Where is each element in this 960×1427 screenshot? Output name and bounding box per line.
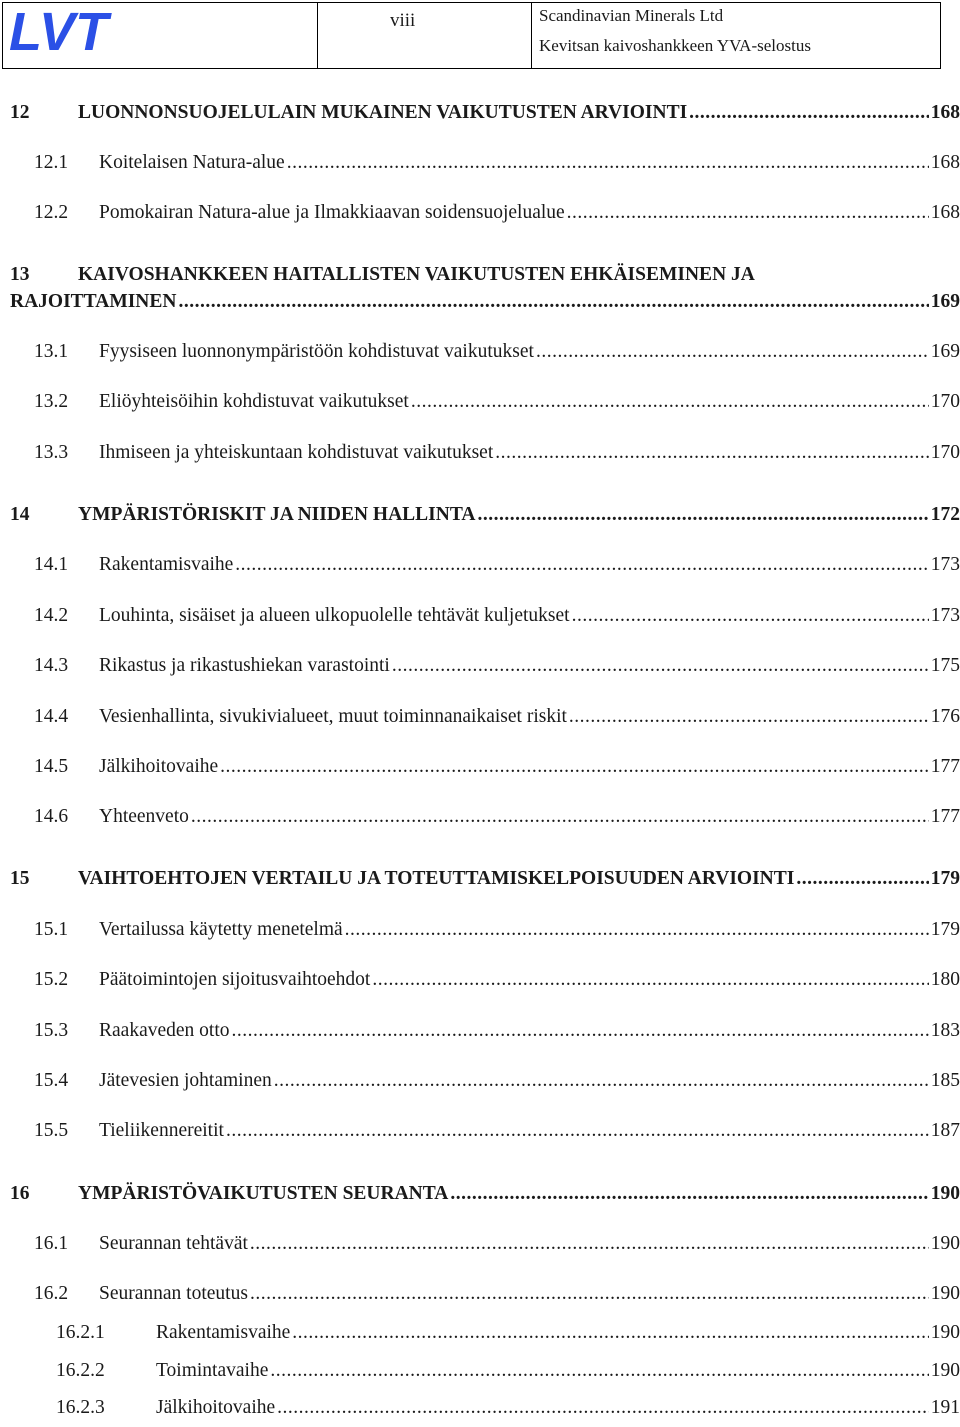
toc-number: 13.1 <box>34 341 69 362</box>
toc-leader-dots <box>372 969 928 991</box>
toc-title: Louhinta, sisäiset ja alueen ulkopuolelle tehtävät kuljetukset <box>99 605 570 626</box>
toc-leader-dots <box>292 1322 928 1344</box>
toc-title: Ihmiseen ja yhteiskuntaan kohdistuvat vaikutukset <box>99 442 494 463</box>
page-header <box>2 2 941 69</box>
toc-page-number: 177 <box>930 806 960 827</box>
toc-number: 16.2.1 <box>56 1322 105 1343</box>
toc-number: 12 <box>10 102 30 123</box>
toc-leader-dots <box>536 341 929 363</box>
toc-title: Jälkihoitovaihe <box>99 756 219 777</box>
toc-leader-dots <box>572 605 929 627</box>
toc-entry-line <box>10 605 960 631</box>
toc-leader-dots <box>569 706 929 728</box>
toc-number: 16.2 <box>34 1283 69 1304</box>
toc-title: YMPÄRISTÖRISKIT JA NIIDEN HALLINTA <box>78 504 476 525</box>
toc-leader-dots <box>796 868 928 890</box>
toc-number: 14 <box>10 504 30 525</box>
toc-entry-line <box>10 102 960 128</box>
toc-title: Jälkihoitovaihe <box>156 1397 276 1418</box>
toc-leader-dots <box>495 442 928 464</box>
toc-title: Eliöyhteisöihin kohdistuvat vaikutukset <box>99 391 409 412</box>
toc-leader-dots <box>287 152 929 174</box>
toc-page-number: 168 <box>930 152 960 173</box>
toc-title: Vertailussa käytetty menetelmä <box>99 919 343 940</box>
toc-page-number: 170 <box>930 391 960 412</box>
toc-number: 12.2 <box>34 202 69 223</box>
toc-number: 15.2 <box>34 969 69 990</box>
toc-title: Päätoimintojen sijoitusvaihtoehdot <box>99 969 371 990</box>
header-document-title: Kevitsan kaivoshankkeen YVA-selostus <box>539 36 811 55</box>
toc-title: Seurannan tehtävät <box>99 1233 248 1254</box>
toc-title: Tieliikennereitit <box>99 1120 224 1141</box>
toc-page-number: 169 <box>930 291 960 312</box>
toc-page-number: 190 <box>930 1322 960 1343</box>
toc-number: 15.5 <box>34 1120 69 1141</box>
toc-page-number: 190 <box>930 1233 960 1254</box>
toc-entry-line <box>10 756 960 782</box>
toc-number: 13.3 <box>34 442 69 463</box>
toc-entry-line <box>10 554 960 580</box>
toc-entry-line <box>10 969 960 995</box>
toc-number: 13.2 <box>34 391 69 412</box>
toc-page-number: 179 <box>930 919 960 940</box>
toc-title: Yhteenveto <box>99 806 189 827</box>
toc-page-number: 172 <box>930 504 960 525</box>
header-page-number: viii <box>318 3 532 68</box>
toc-title: Rikastus ja rikastushiekan varastointi <box>99 655 390 676</box>
toc-page-number: 190 <box>930 1183 960 1204</box>
toc-title: Raakaveden otto <box>99 1020 230 1041</box>
toc-leader-dots <box>477 504 928 526</box>
toc-title: KAIVOSHANKKEEN HAITALLISTEN VAIKUTUSTEN EHKÄISEMINEN JA <box>78 264 755 285</box>
toc-entry-line <box>10 442 960 468</box>
toc-number: 16.1 <box>34 1233 69 1254</box>
toc-number: 14.3 <box>34 655 69 676</box>
toc-number: 14.5 <box>34 756 69 777</box>
toc-page-number: 183 <box>930 1020 960 1041</box>
toc-number: 16.2.3 <box>56 1397 105 1418</box>
toc-page-number: 173 <box>930 605 960 626</box>
toc-number: 13 <box>10 264 30 285</box>
toc-title: Pomokairan Natura-alue ja Ilmakkiaavan soidensuojelualue <box>99 202 565 223</box>
toc-page-number: 175 <box>930 655 960 676</box>
toc-title: Jätevesien johtaminen <box>99 1070 272 1091</box>
toc-leader-dots <box>392 655 929 677</box>
toc-number: 15.4 <box>34 1070 69 1091</box>
toc-entry-line <box>10 1020 960 1046</box>
toc-title-continued: RAJOITTAMINEN <box>10 291 177 312</box>
lvt-logo <box>9 6 133 56</box>
toc-title: Rakentamisvaihe <box>156 1322 291 1343</box>
toc-leader-dots <box>220 756 929 778</box>
toc-leader-dots <box>567 202 929 224</box>
header-company: Scandinavian Minerals Ltd <box>539 6 724 25</box>
toc-entry-line <box>10 1233 960 1259</box>
toc-entry-line <box>10 202 960 228</box>
toc-leader-dots <box>270 1360 928 1382</box>
toc-entry-line <box>10 391 960 417</box>
toc-entry-line <box>10 152 960 178</box>
toc-entry-line <box>10 706 960 732</box>
toc-entry-line <box>10 1360 960 1386</box>
toc-leader-dots <box>232 1020 929 1042</box>
toc-page-number: 170 <box>930 442 960 463</box>
toc-leader-dots <box>226 1120 929 1142</box>
toc-page-number: 168 <box>930 102 960 123</box>
toc-title: Fyysiseen luonnonympäristöön kohdistuvat vaikutukset <box>99 341 534 362</box>
toc-entry-line <box>10 1322 960 1348</box>
toc-page-number: 190 <box>930 1360 960 1381</box>
toc-entry-line <box>10 1283 960 1309</box>
toc-leader-dots <box>689 102 929 124</box>
toc-leader-dots <box>274 1070 929 1092</box>
toc-title: Koitelaisen Natura-alue <box>99 152 285 173</box>
toc-page-number: 169 <box>930 341 960 362</box>
toc-leader-dots <box>235 554 928 576</box>
toc-title: LUONNONSUOJELULAIN MUKAINEN VAIKUTUSTEN ARVIOINTI <box>78 102 688 123</box>
toc-number: 15.1 <box>34 919 69 940</box>
toc-entry-line <box>10 1183 960 1209</box>
toc-title: Toimintavaihe <box>156 1360 269 1381</box>
toc-entry-line <box>10 504 960 530</box>
toc-title: VAIHTOEHTOJEN VERTAILU JA TOTEUTTAMISKELPOISUUDEN ARVIOINTI <box>78 868 795 889</box>
toc-number: 14.4 <box>34 706 69 727</box>
toc-number: 16 <box>10 1183 30 1204</box>
toc-entry-line <box>10 1397 960 1423</box>
toc-page-number: 177 <box>930 756 960 777</box>
toc-entry-line <box>10 264 960 290</box>
toc-entry-line <box>10 868 960 894</box>
toc-title: Vesienhallinta, sivukivialueet, muut toiminnanaikaiset riskit <box>99 706 567 727</box>
toc-page-number: 179 <box>930 868 960 889</box>
toc-number: 15 <box>10 868 30 889</box>
toc-page-number: 191 <box>930 1397 960 1418</box>
toc-page-number: 187 <box>930 1120 960 1141</box>
toc-leader-dots <box>250 1283 929 1305</box>
toc-page-number: 176 <box>930 706 960 727</box>
toc-number: 14.1 <box>34 554 69 575</box>
header-logo-cell <box>3 3 318 68</box>
toc-entry-line <box>10 1120 960 1146</box>
toc-leader-dots <box>178 291 928 313</box>
toc-entry-line <box>10 919 960 945</box>
toc-leader-dots <box>191 806 929 828</box>
toc-title: YMPÄRISTÖVAIKUTUSTEN SEURANTA <box>78 1183 449 1204</box>
toc-number: 12.1 <box>34 152 69 173</box>
toc-entry-line <box>10 291 960 317</box>
toc-number: 16.2.2 <box>56 1360 105 1381</box>
toc-leader-dots <box>411 391 929 413</box>
toc-leader-dots <box>250 1233 929 1255</box>
toc-number: 14.2 <box>34 605 69 626</box>
header-info <box>532 3 940 68</box>
toc-leader-dots <box>450 1183 928 1205</box>
toc-number: 15.3 <box>34 1020 69 1041</box>
toc-leader-dots <box>277 1397 929 1419</box>
toc-entry-line <box>10 341 960 367</box>
toc-entry-line <box>10 806 960 832</box>
toc-page-number: 173 <box>930 554 960 575</box>
toc-entry-line <box>10 655 960 681</box>
toc-title: Seurannan toteutus <box>99 1283 248 1304</box>
toc-number: 14.6 <box>34 806 69 827</box>
toc-page-number: 190 <box>930 1283 960 1304</box>
svg-text:LVT: LVT <box>9 6 109 56</box>
toc-page-number: 180 <box>930 969 960 990</box>
toc-page-number: 168 <box>930 202 960 223</box>
toc-page-number: 185 <box>930 1070 960 1091</box>
toc-title: Rakentamisvaihe <box>99 554 234 575</box>
toc-entry-line <box>10 1070 960 1096</box>
toc-leader-dots <box>345 919 929 941</box>
